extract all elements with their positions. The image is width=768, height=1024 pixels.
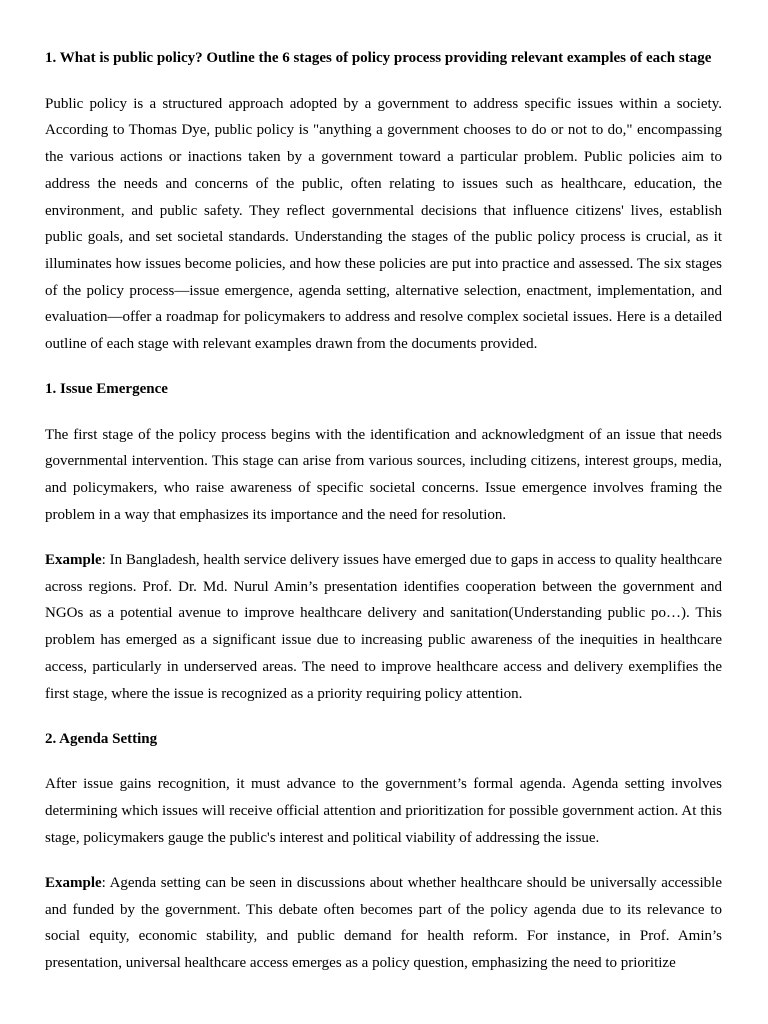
- example-paragraph-issue-emergence: [45, 547, 722, 707]
- example-paragraph-agenda-setting: [45, 870, 722, 977]
- section-heading-issue-emergence: 1. Issue Emergence: [45, 381, 168, 398]
- example-label: Example: [45, 874, 102, 891]
- section-body-issue-emergence: The first stage of the policy process begins with the identification and acknowledgment of an issue that needs governmental intervention. This stage can arise from various sources, including citizens, interest groups, media, and policymakers, who raise awareness of specific societal concerns. Issue emergence involves framing the problem in a way that emphasizes its importance and the need for resolution.: [45, 426, 722, 523]
- example-text: : Agenda setting can be seen in discussions about whether healthcare should be universally accessible and funded by the government. This debate often becomes part of the policy agenda due to its relevance to social equity, economic stability, and public demand for health reform. For instance, in Prof. Amin’s presentation, universal healthcare access emerges as a policy question, emphasizing the need to prioritize: [45, 874, 722, 971]
- example-text: : In Bangladesh, health service delivery issues have emerged due to gaps in access to quality healthcare across regions. Prof. Dr. Md. Nurul Amin’s presentation identifies cooperation between the government and NGOs as a potential avenue to improve healthcare delivery and sanitation(Understanding public po…). This problem has emerged as a significant issue due to increasing public awareness of the inequities in healthcare access, particularly in underserved areas. The need to improve healthcare access and delivery exemplifies the first stage, where the issue is recognized as a priority requiring policy attention.: [45, 552, 722, 702]
- intro-paragraph: Public policy is a structured approach adopted by a government to address specific issues within a society. According to Thomas Dye, public policy is "anything a government chooses to do or not to do," encompassing the various actions or inactions taken by a government toward a particular problem. Public policies aim to address the needs and concerns of the public, often relating to issues such as healthcare, education, the environment, and public safety. They reflect governmental decisions that influence citizens' lives, establish public goals, and set societal standards. Understanding the stages of the public policy process is crucial, as it illuminates how issues become policies, and how these policies are put into practice and assessed. The six stages of the policy process—issue emergence, agenda setting, alternative selection, enactment, implementation, and evaluation—offer a roadmap for policymakers to address and resolve complex societal issues. Here is a detailed outline of each stage with relevant examples drawn from the documents provided.: [45, 95, 722, 353]
- example-label: Example: [45, 552, 102, 569]
- section-heading-agenda-setting: 2. Agenda Setting: [45, 730, 158, 747]
- section-body-agenda-setting: After issue gains recognition, it must advance to the government’s formal agenda. Agenda setting involves determining which issues will receive official attention and prioritization for possible government action. At this stage, policymakers gauge the public's interest and political viability of addressing the issue.: [45, 776, 722, 846]
- question-title: 1. What is public policy? Outline the 6 stages of policy process providing relevant examples of each stage: [45, 50, 712, 66]
